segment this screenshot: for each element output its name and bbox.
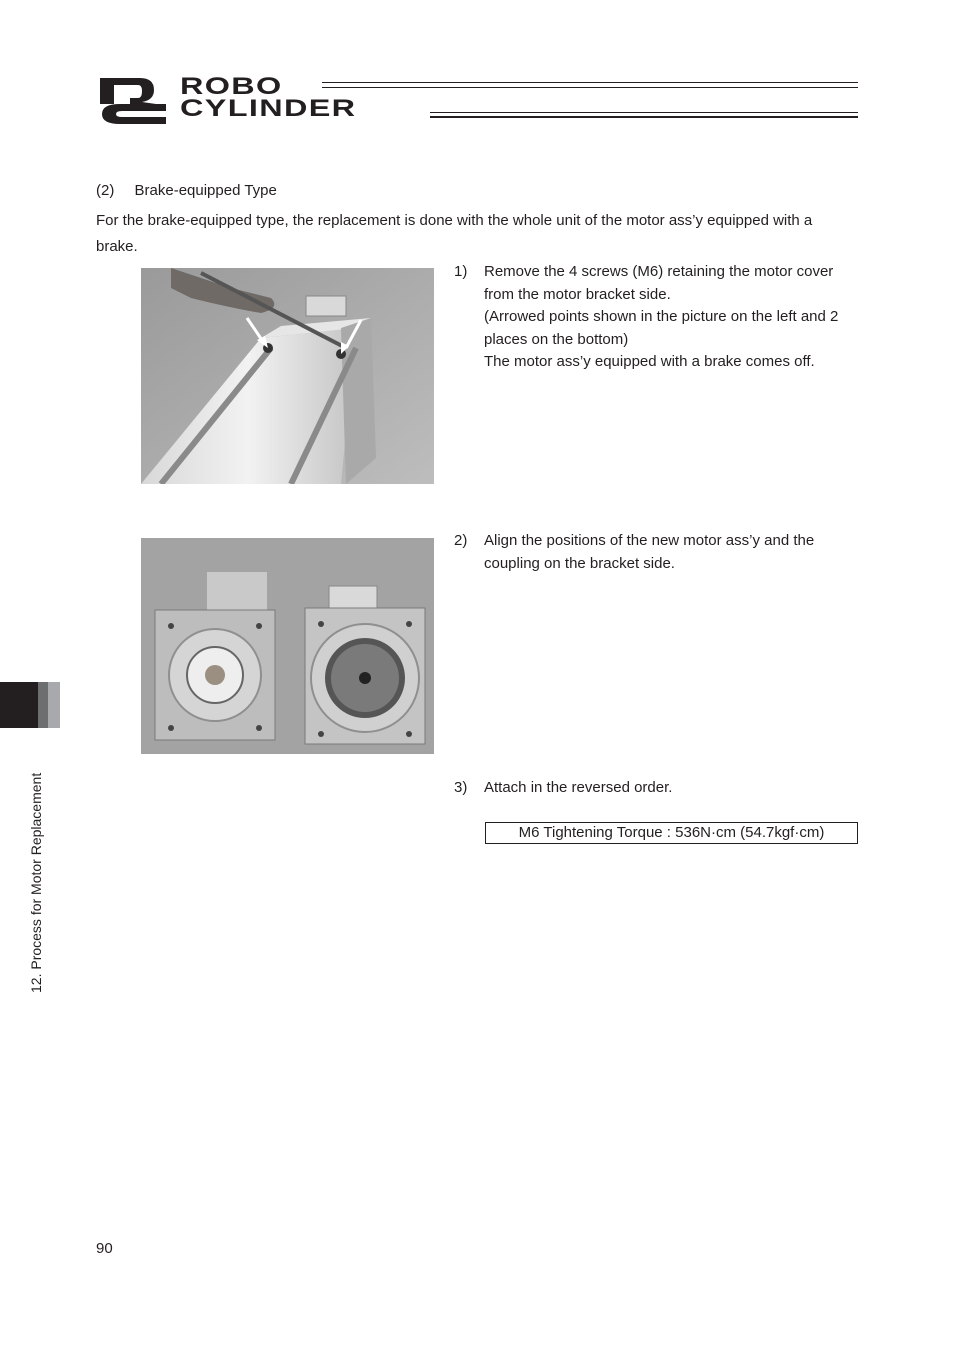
step-2-line-1: Align the positions of the new motor ass’y and the coupling on the bracket side.	[484, 532, 815, 572]
chapter-tab-marker	[0, 682, 60, 728]
section-number: (2)	[96, 182, 115, 199]
torque-note: M6 Tightening Torque : 536N·cm (54.7kgf·cm)	[485, 822, 858, 844]
step-1-text	[484, 261, 864, 374]
step-1-line-2: (Arrowed points shown in the picture on the left and 2 places on the bottom)	[484, 308, 839, 348]
photo-align-coupling	[141, 538, 434, 754]
section-title: Brake-equipped Type	[134, 182, 277, 199]
logo-wordmark	[180, 73, 357, 122]
section-intro: For the brake-equipped type, the replacement is done with the whole unit of the motor ass’y equipped with a brake.	[96, 212, 813, 255]
photo-remove-screws	[141, 268, 434, 484]
step-2-text	[484, 530, 864, 575]
step-1-number: 1)	[454, 263, 468, 280]
logo-line-robo: ROBO	[180, 73, 283, 100]
header-rule-bottom	[430, 112, 858, 118]
step-1-line-3: The motor ass’y equipped with a brake comes off.	[484, 353, 815, 370]
chapter-side-label: 12. Process for Motor Replacement	[28, 772, 44, 993]
step-3-line-1: Attach in the reversed order.	[484, 779, 673, 796]
step-2	[454, 530, 864, 580]
step-3-text	[484, 777, 864, 800]
section-heading	[96, 182, 277, 199]
step-3-number: 3)	[454, 779, 468, 796]
step-2-number: 2)	[454, 532, 468, 549]
rc-logo-mark	[96, 74, 172, 126]
step-1	[454, 261, 864, 381]
page-number: 90	[96, 1240, 113, 1257]
header-rule-top	[322, 82, 858, 88]
step-3	[454, 777, 864, 801]
step-1-line-1: Remove the 4 screws (M6) retaining the motor cover from the motor bracket side.	[484, 263, 834, 303]
logo-line-cylinder: CYLINDER	[180, 95, 357, 122]
